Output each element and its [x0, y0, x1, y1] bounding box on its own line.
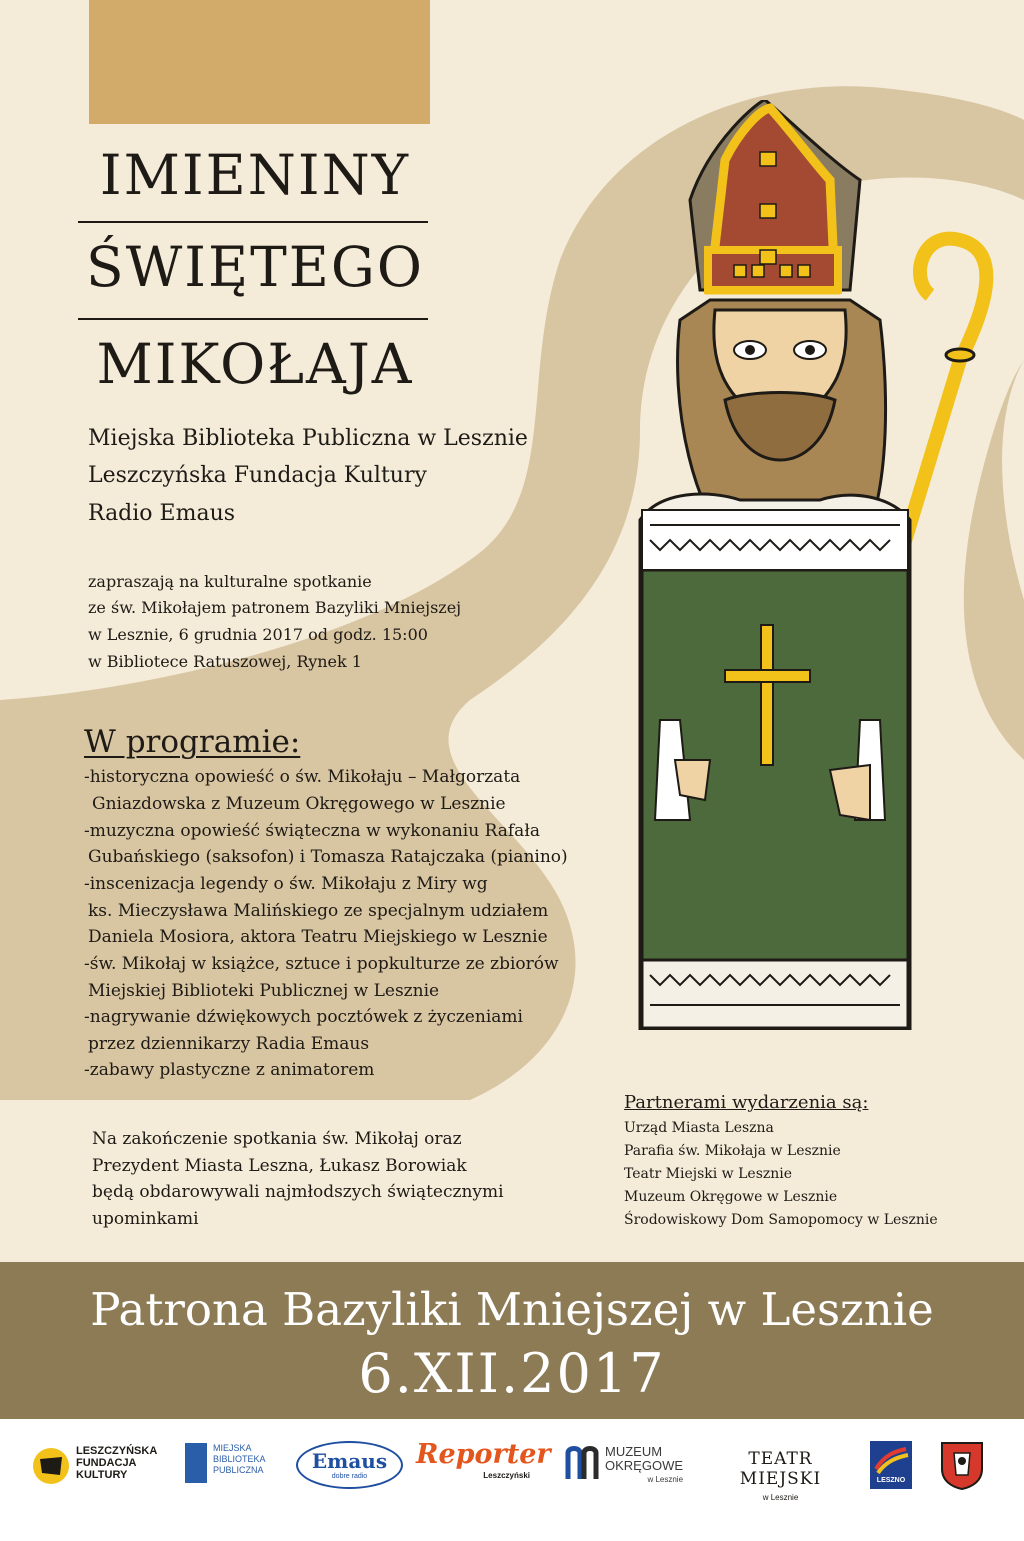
- muzeum-logo-icon: [565, 1445, 599, 1481]
- mbp-text: BIBLIOTEKA: [213, 1454, 266, 1464]
- mitre: [690, 100, 860, 290]
- emaus-text: Emaus: [311, 1449, 388, 1473]
- invitation-line: w Bibliotece Ratuszowej, Rynek 1: [88, 652, 362, 671]
- program-line: przez dziennikarzy Radia Emaus: [88, 1034, 370, 1054]
- leszno-text: LESZNO: [876, 1477, 906, 1484]
- saint-nicholas-illustration: [630, 100, 1020, 1030]
- mbp-logo: [185, 1441, 285, 1491]
- banner-date: 6.XII.2017: [358, 1342, 666, 1405]
- mbp-text: PUBLICZNA: [213, 1465, 264, 1475]
- program-line: Daniela Mosiora, aktora Teatru Miejskiego w Lesznie: [88, 927, 548, 947]
- lfk-text: FUNDACJA: [76, 1457, 137, 1469]
- organizer: Radio Emaus: [88, 501, 236, 526]
- title-line-2: ŚWIĘTEGO: [86, 235, 424, 299]
- leszno-wave-icon: [870, 1445, 912, 1475]
- coat-of-arms-icon: [938, 1439, 986, 1491]
- program-title: W programie:: [84, 724, 301, 760]
- program-line: ks. Mieczysława Malińskiego ze specjalnym udziałem: [88, 901, 549, 921]
- partners-title: Partnerami wydarzenia są:: [624, 1092, 869, 1113]
- banner-subtitle: Patrona Bazyliki Mniejszej w Lesznie: [90, 1283, 934, 1336]
- leszno-coat-of-arms: [938, 1439, 986, 1491]
- mbp-logo-icon: [185, 1443, 207, 1483]
- program-line: Gniazdowska z Muzeum Okręgowego w Lesznie: [92, 794, 506, 814]
- closing-line: Na zakończenie spotkania św. Mikołaj oraz: [92, 1129, 462, 1149]
- teatr-text: TEATR MIEJSKI: [739, 1449, 822, 1489]
- emaus-logo: [296, 1441, 401, 1487]
- partner-item: Parafia św. Mikołaja w Lesznie: [624, 1143, 841, 1159]
- muzeum-logo: [565, 1441, 700, 1491]
- mbp-text: MIEJSKA: [213, 1443, 252, 1453]
- partner-item: Teatr Miejski w Lesznie: [624, 1166, 793, 1182]
- sponsor-logos: [0, 1419, 1024, 1541]
- invitation-line: ze św. Mikołajem patronem Bazyliki Mniejszej: [88, 598, 462, 617]
- teatr-logo: [708, 1449, 853, 1502]
- reporter-text: Reporter: [416, 1439, 551, 1470]
- program-line: -inscenizacja legendy o św. Mikołaju z Miry wg: [84, 874, 488, 894]
- date-banner: [0, 1262, 1024, 1419]
- reporter-logo: [416, 1439, 551, 1487]
- partner-item: Urząd Miasta Leszna: [624, 1120, 774, 1136]
- program-line: -zabawy plastyczne z animatorem: [84, 1060, 375, 1080]
- closing-line: będą obdarowywali najmłodszych świątecznymi: [92, 1182, 504, 1202]
- muzeum-subtext: w Lesznie: [647, 1475, 684, 1484]
- title-line-3: MIKOŁAJA: [96, 332, 414, 396]
- emaus-subtext: dobre radio: [331, 1473, 368, 1480]
- closing-line: Prezydent Miasta Leszna, Łukasz Borowiak: [92, 1156, 467, 1176]
- top-color-block: [89, 0, 430, 124]
- partner-item: Środowiskowy Dom Samopomocy w Lesznie: [624, 1212, 938, 1228]
- title-line-1: IMIENINY: [99, 143, 411, 207]
- closing-line: upominkami: [92, 1209, 199, 1229]
- program-line: -muzyczna opowieść świąteczna w wykonaniu Rafała: [84, 821, 540, 841]
- partner-item: Muzeum Okręgowe w Lesznie: [624, 1189, 838, 1205]
- program-line: Miejskiej Biblioteki Publicznej w Lesznie: [88, 981, 440, 1001]
- reporter-subtext: Leszczyński: [483, 1471, 530, 1480]
- title-divider: [78, 318, 428, 320]
- muzeum-text: OKRĘGOWE: [605, 1458, 684, 1473]
- muzeum-text: MUZEUM: [605, 1444, 663, 1459]
- program-line: -św. Mikołaj w książce, sztuce i popkulturze ze zbiorów: [84, 954, 559, 974]
- leszno-city-logo: [870, 1441, 912, 1489]
- program-line: Gubańskiego (saksofon) i Tomasza Ratajczaka (pianino): [88, 847, 568, 867]
- organizer: Leszczyńska Fundacja Kultury: [88, 463, 427, 488]
- title-divider: [78, 221, 428, 223]
- lfk-logo: [30, 1441, 165, 1491]
- program-line: -nagrywanie dźwiękowych pocztówek z życzeniami: [84, 1007, 523, 1027]
- invitation-line: zapraszają na kulturalne spotkanie: [88, 572, 372, 591]
- organizer: Miejska Biblioteka Publiczna w Lesznie: [88, 426, 528, 451]
- lfk-logo-icon: [30, 1445, 72, 1487]
- teatr-subtext: w Lesznie: [762, 1493, 799, 1502]
- invitation-line: w Lesznie, 6 grudnia 2017 od godz. 15:00: [88, 625, 428, 644]
- lfk-text: KULTURY: [76, 1469, 128, 1481]
- program-line: -historyczna opowieść o św. Mikołaju – Małgorzata: [84, 767, 521, 787]
- lfk-text: LESZCZYŃSKA: [76, 1445, 158, 1457]
